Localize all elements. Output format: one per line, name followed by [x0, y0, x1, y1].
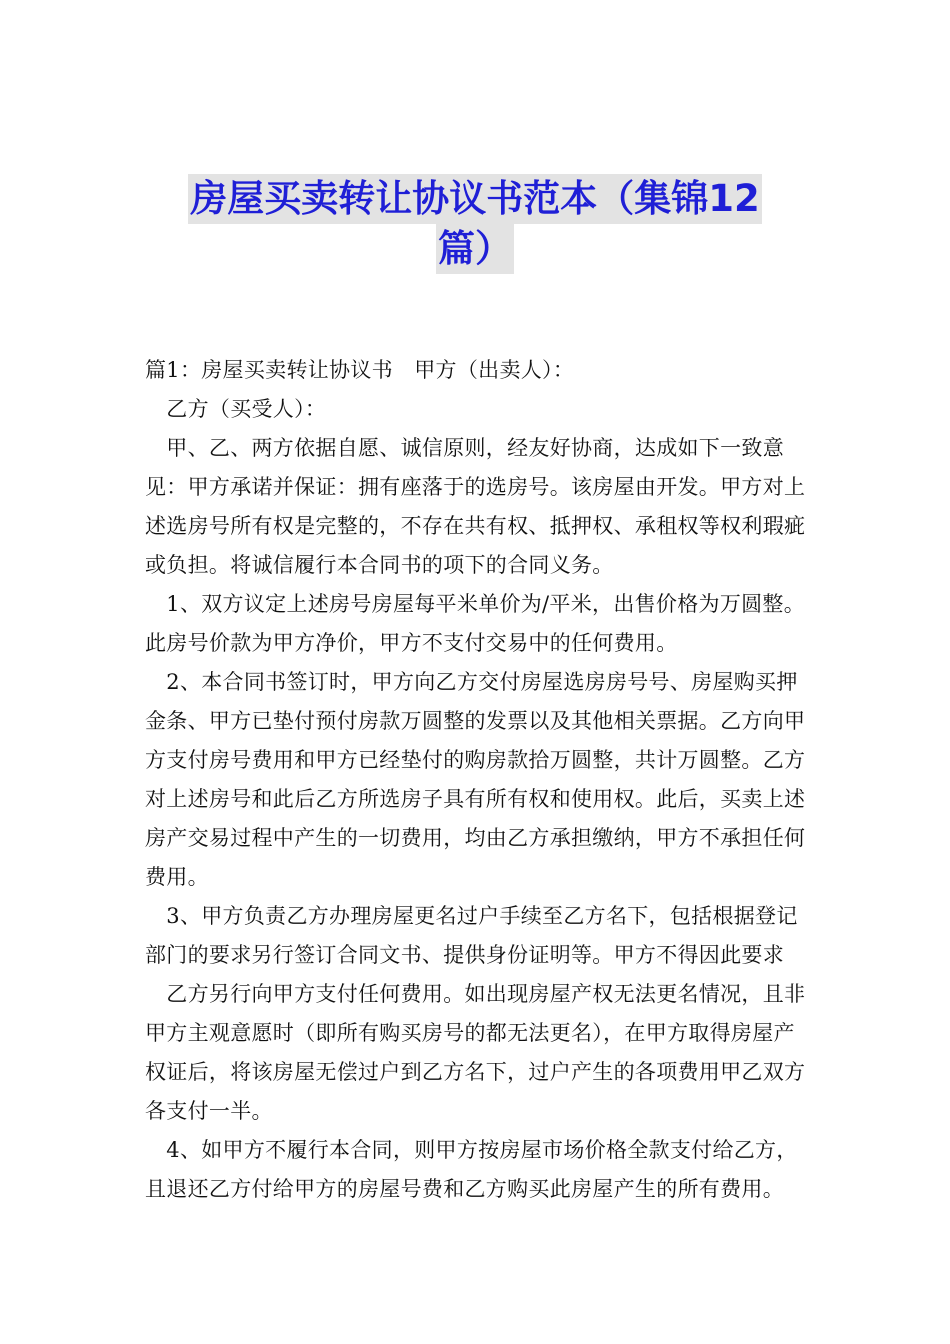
paragraph-clause-3: 3、甲方负责乙方办理房屋更名过户手续至乙方名下，包括根据登记部门的要求另行签订合同文书、提供身份证明等。甲方不得因此要求 — [145, 904, 798, 967]
title-line-2: 篇） — [436, 224, 514, 274]
title-line-1: 房屋买卖转让协议书范本（集锦12 — [188, 174, 762, 224]
paragraph-clause-3-cont: 乙方另行向甲方支付任何费用。如出现房屋产权无法更名情况，且非甲方主观意愿时（即所有购买房号的都无法更名），在甲方取得房屋产权证后，将该房屋无偿过户到乙方名下，过户产生的各项费用甲乙双方各支付一半。 — [145, 982, 806, 1123]
paragraph-clause-2: 2、本合同书签订时，甲方向乙方交付房屋选房房号号、房屋购买押金条、甲方已垫付预付房款万圆整的发票以及其他相关票据。乙方向甲方支付房号费用和甲方已经垫付的购房款拾万圆整，共计万圆整。乙方对上述房号和此后乙方所选房子具有所有权和使用权。此后，买卖上述房产交易过程中产生的一切费用，均由乙方承担缴纳，甲方不承担任何费用。 — [145, 670, 806, 889]
paragraph-heading: 篇1：房屋买卖转让协议书 甲方（出卖人）： — [145, 358, 575, 382]
document-body — [145, 351, 810, 1209]
paragraph-party-b: 乙方（买受人）： — [145, 397, 327, 421]
paragraph-intro: 甲、乙、两方依据自愿、诚信原则，经友好协商，达成如下一致意见：甲方承诺并保证：拥有座落于的选房号。该房屋由开发。甲方对上述选房号所有权是完整的，不存在共有权、抵押权、承租权等权利瑕疵或负担。将诚信履行本合同书的项下的合同义务。 — [145, 436, 806, 577]
paragraph-clause-1: 1、双方议定上述房号房屋每平米单价为/平米，出售价格为万圆整。此房号价款为甲方净价，甲方不支付交易中的任何费用。 — [145, 592, 806, 655]
paragraph-clause-4: 4、如甲方不履行本合同，则甲方按房屋市场价格全款支付给乙方，且退还乙方付给甲方的房屋号费和乙方购买此房屋产生的所有费用。 — [145, 1138, 798, 1201]
document-title — [150, 174, 800, 274]
